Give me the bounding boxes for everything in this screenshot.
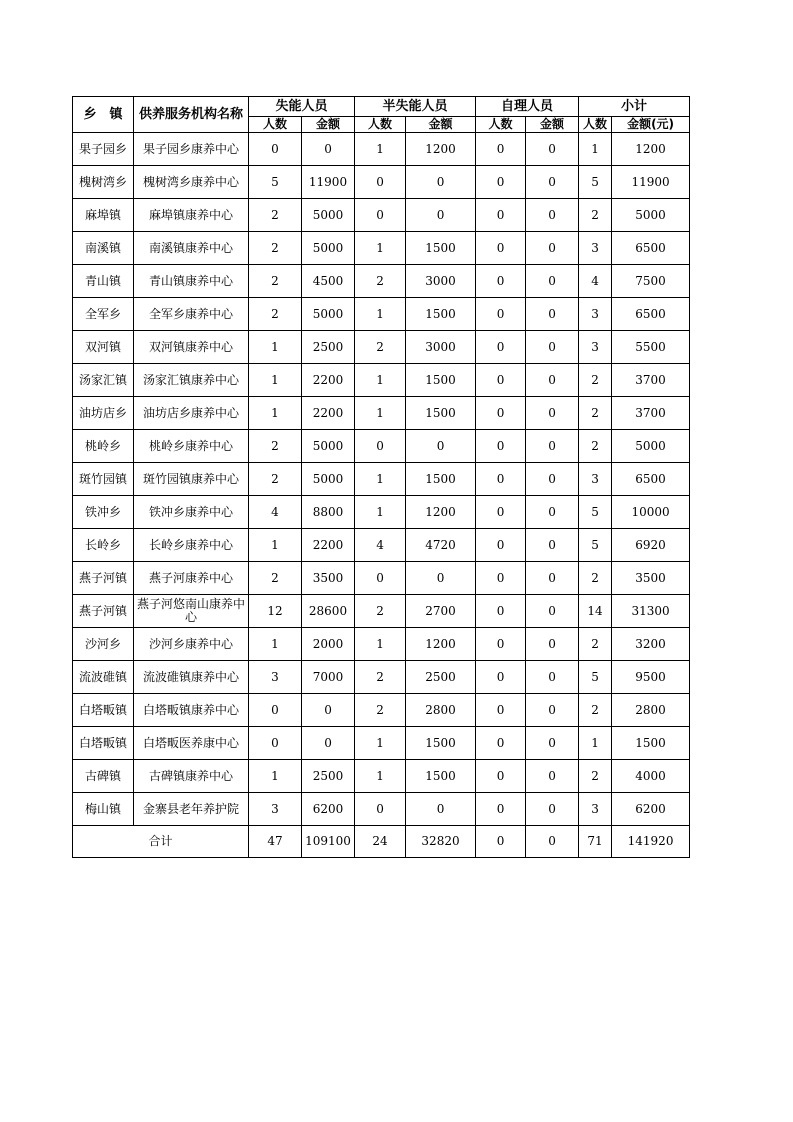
cell-institution: 沙河乡康养中心 xyxy=(134,628,249,661)
cell-institution: 白塔畈医养康中心 xyxy=(134,727,249,760)
cell-township: 油坊店乡 xyxy=(73,397,134,430)
cell-semi-disabled-count: 1 xyxy=(355,232,406,265)
cell-semi-disabled-amount: 1500 xyxy=(406,298,476,331)
header-township: 乡 镇 xyxy=(73,97,134,133)
cell-township: 双河镇 xyxy=(73,331,134,364)
cell-semi-disabled-count: 2 xyxy=(355,595,406,628)
cell-township: 长岭乡 xyxy=(73,529,134,562)
cell-township: 斑竹园镇 xyxy=(73,463,134,496)
table-row xyxy=(73,529,690,562)
cell-semi-disabled-amount: 1200 xyxy=(406,496,476,529)
cell-semi-disabled-count: 1 xyxy=(355,496,406,529)
table-row xyxy=(73,727,690,760)
cell-semi-disabled-amount: 1500 xyxy=(406,397,476,430)
cell-township: 燕子河镇 xyxy=(73,595,134,628)
cell-disabled-amount: 4500 xyxy=(302,265,355,298)
cell-subtotal-count: 4 xyxy=(579,265,612,298)
table-row xyxy=(73,793,690,826)
cell-semi-disabled-amount: 1200 xyxy=(406,628,476,661)
cell-subtotal-amount: 6500 xyxy=(612,298,690,331)
table-row xyxy=(73,331,690,364)
cell-self-care-count: 0 xyxy=(476,133,526,166)
cell-subtotal-amount: 5500 xyxy=(612,331,690,364)
cell-disabled-count: 0 xyxy=(249,727,302,760)
table-row xyxy=(73,364,690,397)
cell-township: 流波碓镇 xyxy=(73,661,134,694)
cell-self-care-amount: 0 xyxy=(526,331,579,364)
cell-subtotal-amount: 4000 xyxy=(612,760,690,793)
cell-disabled-amount: 5000 xyxy=(302,232,355,265)
table-row xyxy=(73,562,690,595)
cell-institution: 长岭乡康养中心 xyxy=(134,529,249,562)
cell-disabled-amount: 2200 xyxy=(302,364,355,397)
cell-subtotal-count: 14 xyxy=(579,595,612,628)
table-row xyxy=(73,661,690,694)
cell-self-care-amount: 0 xyxy=(526,793,579,826)
cell-semi-disabled-amount: 1500 xyxy=(406,727,476,760)
cell-institution: 油坊店乡康养中心 xyxy=(134,397,249,430)
cell-semi-disabled-count: 1 xyxy=(355,463,406,496)
cell-self-care-amount: 0 xyxy=(526,364,579,397)
header-sub-count: 人数 xyxy=(355,117,406,133)
cell-subtotal-amount: 11900 xyxy=(612,166,690,199)
cell-self-care-amount: 0 xyxy=(526,199,579,232)
header-group-self-care: 自理人员 xyxy=(476,97,579,117)
cell-subtotal-count: 5 xyxy=(579,661,612,694)
cell-disabled-amount: 2200 xyxy=(302,529,355,562)
cell-disabled-amount: 2200 xyxy=(302,397,355,430)
cell-township: 梅山镇 xyxy=(73,793,134,826)
cell-institution: 燕子河康养中心 xyxy=(134,562,249,595)
cell-subtotal-amount: 10000 xyxy=(612,496,690,529)
cell-institution: 青山镇康养中心 xyxy=(134,265,249,298)
total-self-care-count: 0 xyxy=(476,826,526,858)
report-table xyxy=(72,96,690,858)
cell-subtotal-count: 2 xyxy=(579,364,612,397)
cell-self-care-count: 0 xyxy=(476,265,526,298)
cell-subtotal-amount: 1500 xyxy=(612,727,690,760)
cell-township: 果子园乡 xyxy=(73,133,134,166)
cell-disabled-count: 2 xyxy=(249,232,302,265)
cell-self-care-count: 0 xyxy=(476,595,526,628)
cell-semi-disabled-amount: 1500 xyxy=(406,463,476,496)
cell-disabled-count: 1 xyxy=(249,397,302,430)
cell-subtotal-count: 3 xyxy=(579,463,612,496)
cell-self-care-count: 0 xyxy=(476,298,526,331)
cell-self-care-amount: 0 xyxy=(526,232,579,265)
cell-self-care-amount: 0 xyxy=(526,562,579,595)
cell-semi-disabled-count: 2 xyxy=(355,331,406,364)
cell-subtotal-amount: 6920 xyxy=(612,529,690,562)
cell-semi-disabled-count: 1 xyxy=(355,760,406,793)
cell-subtotal-amount: 5000 xyxy=(612,430,690,463)
cell-disabled-amount: 28600 xyxy=(302,595,355,628)
cell-semi-disabled-amount: 1500 xyxy=(406,760,476,793)
cell-subtotal-amount: 3200 xyxy=(612,628,690,661)
cell-disabled-amount: 5000 xyxy=(302,463,355,496)
cell-disabled-amount: 5000 xyxy=(302,430,355,463)
table-row xyxy=(73,133,690,166)
cell-subtotal-amount: 6200 xyxy=(612,793,690,826)
cell-disabled-amount: 2500 xyxy=(302,760,355,793)
table-row xyxy=(73,496,690,529)
cell-township: 古碑镇 xyxy=(73,760,134,793)
cell-township: 燕子河镇 xyxy=(73,562,134,595)
cell-institution: 汤家汇镇康养中心 xyxy=(134,364,249,397)
cell-disabled-amount: 11900 xyxy=(302,166,355,199)
cell-self-care-amount: 0 xyxy=(526,166,579,199)
header-sub-amount: 金额 xyxy=(302,117,355,133)
cell-subtotal-count: 2 xyxy=(579,199,612,232)
cell-subtotal-count: 3 xyxy=(579,298,612,331)
cell-self-care-amount: 0 xyxy=(526,595,579,628)
header-sub-amount: 金额 xyxy=(406,117,476,133)
cell-self-care-count: 0 xyxy=(476,760,526,793)
total-self-care-amount: 0 xyxy=(526,826,579,858)
cell-self-care-amount: 0 xyxy=(526,628,579,661)
header-sub-amount: 金额(元) xyxy=(612,117,690,133)
cell-subtotal-count: 2 xyxy=(579,760,612,793)
cell-institution: 麻埠镇康养中心 xyxy=(134,199,249,232)
cell-township: 南溪镇 xyxy=(73,232,134,265)
cell-township: 白塔畈镇 xyxy=(73,727,134,760)
table-row xyxy=(73,463,690,496)
cell-institution: 白塔畈镇康养中心 xyxy=(134,694,249,727)
cell-disabled-count: 2 xyxy=(249,199,302,232)
cell-self-care-count: 0 xyxy=(476,232,526,265)
cell-self-care-amount: 0 xyxy=(526,661,579,694)
cell-township: 沙河乡 xyxy=(73,628,134,661)
cell-institution: 燕子河悠南山康养中心 xyxy=(134,595,249,628)
cell-self-care-count: 0 xyxy=(476,727,526,760)
cell-subtotal-count: 5 xyxy=(579,166,612,199)
cell-disabled-count: 2 xyxy=(249,562,302,595)
cell-self-care-amount: 0 xyxy=(526,694,579,727)
cell-semi-disabled-count: 1 xyxy=(355,628,406,661)
cell-self-care-count: 0 xyxy=(476,793,526,826)
cell-subtotal-count: 2 xyxy=(579,430,612,463)
cell-self-care-amount: 0 xyxy=(526,529,579,562)
cell-disabled-count: 5 xyxy=(249,166,302,199)
cell-subtotal-count: 3 xyxy=(579,232,612,265)
cell-self-care-amount: 0 xyxy=(526,133,579,166)
cell-semi-disabled-amount: 0 xyxy=(406,430,476,463)
cell-semi-disabled-count: 1 xyxy=(355,727,406,760)
header-sub-count: 人数 xyxy=(476,117,526,133)
cell-subtotal-amount: 1200 xyxy=(612,133,690,166)
cell-semi-disabled-amount: 1200 xyxy=(406,133,476,166)
table-row xyxy=(73,166,690,199)
cell-self-care-amount: 0 xyxy=(526,298,579,331)
cell-disabled-amount: 0 xyxy=(302,727,355,760)
cell-disabled-count: 3 xyxy=(249,661,302,694)
table-row xyxy=(73,199,690,232)
cell-self-care-count: 0 xyxy=(476,529,526,562)
cell-disabled-count: 0 xyxy=(249,133,302,166)
cell-disabled-count: 2 xyxy=(249,265,302,298)
cell-disabled-count: 0 xyxy=(249,694,302,727)
cell-township: 汤家汇镇 xyxy=(73,364,134,397)
cell-disabled-count: 2 xyxy=(249,463,302,496)
cell-self-care-count: 0 xyxy=(476,364,526,397)
cell-semi-disabled-count: 0 xyxy=(355,430,406,463)
cell-township: 槐树湾乡 xyxy=(73,166,134,199)
cell-institution: 斑竹园镇康养中心 xyxy=(134,463,249,496)
cell-subtotal-amount: 7500 xyxy=(612,265,690,298)
cell-semi-disabled-count: 2 xyxy=(355,694,406,727)
cell-semi-disabled-amount: 2700 xyxy=(406,595,476,628)
cell-semi-disabled-count: 0 xyxy=(355,562,406,595)
table-row xyxy=(73,760,690,793)
header-sub-count: 人数 xyxy=(249,117,302,133)
cell-semi-disabled-amount: 0 xyxy=(406,199,476,232)
cell-disabled-count: 3 xyxy=(249,793,302,826)
cell-disabled-count: 2 xyxy=(249,430,302,463)
header-group-subtotal: 小计 xyxy=(579,97,690,117)
cell-semi-disabled-amount: 0 xyxy=(406,562,476,595)
table-row xyxy=(73,298,690,331)
cell-township: 青山镇 xyxy=(73,265,134,298)
cell-disabled-count: 1 xyxy=(249,529,302,562)
table-row xyxy=(73,397,690,430)
cell-disabled-count: 1 xyxy=(249,331,302,364)
cell-subtotal-count: 2 xyxy=(579,397,612,430)
table-row xyxy=(73,430,690,463)
cell-subtotal-amount: 3700 xyxy=(612,364,690,397)
cell-self-care-count: 0 xyxy=(476,199,526,232)
cell-disabled-count: 2 xyxy=(249,298,302,331)
total-subtotal-amount: 141920 xyxy=(612,826,690,858)
cell-institution: 铁冲乡康养中心 xyxy=(134,496,249,529)
cell-self-care-count: 0 xyxy=(476,430,526,463)
total-subtotal-count: 71 xyxy=(579,826,612,858)
cell-institution: 南溪镇康养中心 xyxy=(134,232,249,265)
header-institution: 供养服务机构名称 xyxy=(134,97,249,133)
table-row xyxy=(73,628,690,661)
cell-township: 桃岭乡 xyxy=(73,430,134,463)
cell-semi-disabled-count: 2 xyxy=(355,265,406,298)
cell-institution: 槐树湾乡康养中心 xyxy=(134,166,249,199)
cell-semi-disabled-amount: 2800 xyxy=(406,694,476,727)
cell-semi-disabled-amount: 4720 xyxy=(406,529,476,562)
cell-semi-disabled-count: 0 xyxy=(355,793,406,826)
cell-disabled-amount: 5000 xyxy=(302,199,355,232)
cell-disabled-count: 12 xyxy=(249,595,302,628)
cell-township: 全军乡 xyxy=(73,298,134,331)
cell-self-care-count: 0 xyxy=(476,331,526,364)
cell-subtotal-count: 3 xyxy=(579,793,612,826)
header-sub-count: 人数 xyxy=(579,117,612,133)
cell-semi-disabled-count: 2 xyxy=(355,661,406,694)
cell-disabled-amount: 5000 xyxy=(302,298,355,331)
cell-semi-disabled-amount: 1500 xyxy=(406,364,476,397)
cell-institution: 古碑镇康养中心 xyxy=(134,760,249,793)
cell-self-care-amount: 0 xyxy=(526,265,579,298)
header-group-semi-disabled: 半失能人员 xyxy=(355,97,476,117)
cell-self-care-amount: 0 xyxy=(526,397,579,430)
total-semi-disabled-amount: 32820 xyxy=(406,826,476,858)
cell-township: 麻埠镇 xyxy=(73,199,134,232)
cell-disabled-amount: 0 xyxy=(302,694,355,727)
cell-institution: 全军乡康养中心 xyxy=(134,298,249,331)
cell-subtotal-count: 2 xyxy=(579,562,612,595)
cell-disabled-count: 1 xyxy=(249,760,302,793)
header-sub-amount: 金额 xyxy=(526,117,579,133)
cell-disabled-count: 1 xyxy=(249,628,302,661)
cell-disabled-amount: 3500 xyxy=(302,562,355,595)
cell-semi-disabled-amount: 1500 xyxy=(406,232,476,265)
cell-disabled-amount: 2500 xyxy=(302,331,355,364)
cell-institution: 果子园乡康养中心 xyxy=(134,133,249,166)
cell-disabled-amount: 2000 xyxy=(302,628,355,661)
total-label: 合计 xyxy=(73,826,249,858)
cell-self-care-amount: 0 xyxy=(526,463,579,496)
cell-self-care-amount: 0 xyxy=(526,727,579,760)
cell-self-care-count: 0 xyxy=(476,694,526,727)
cell-subtotal-count: 5 xyxy=(579,496,612,529)
cell-disabled-count: 4 xyxy=(249,496,302,529)
cell-semi-disabled-amount: 3000 xyxy=(406,331,476,364)
header-row-groups xyxy=(73,97,690,117)
table-row xyxy=(73,694,690,727)
cell-self-care-count: 0 xyxy=(476,661,526,694)
cell-self-care-count: 0 xyxy=(476,562,526,595)
cell-self-care-count: 0 xyxy=(476,166,526,199)
cell-institution: 流波碓镇康养中心 xyxy=(134,661,249,694)
cell-institution: 金寨县老年养护院 xyxy=(134,793,249,826)
cell-self-care-count: 0 xyxy=(476,463,526,496)
cell-subtotal-amount: 3500 xyxy=(612,562,690,595)
cell-semi-disabled-count: 1 xyxy=(355,298,406,331)
cell-disabled-count: 1 xyxy=(249,364,302,397)
cell-disabled-amount: 7000 xyxy=(302,661,355,694)
cell-township: 白塔畈镇 xyxy=(73,694,134,727)
cell-subtotal-amount: 3700 xyxy=(612,397,690,430)
cell-township: 铁冲乡 xyxy=(73,496,134,529)
cell-subtotal-amount: 9500 xyxy=(612,661,690,694)
cell-self-care-amount: 0 xyxy=(526,760,579,793)
cell-semi-disabled-count: 1 xyxy=(355,133,406,166)
cell-semi-disabled-amount: 3000 xyxy=(406,265,476,298)
total-disabled-count: 47 xyxy=(249,826,302,858)
header-group-disabled: 失能人员 xyxy=(249,97,355,117)
cell-self-care-amount: 0 xyxy=(526,496,579,529)
table-row xyxy=(73,265,690,298)
cell-subtotal-count: 2 xyxy=(579,694,612,727)
cell-subtotal-count: 2 xyxy=(579,628,612,661)
cell-subtotal-amount: 2800 xyxy=(612,694,690,727)
cell-subtotal-amount: 31300 xyxy=(612,595,690,628)
cell-subtotal-count: 1 xyxy=(579,133,612,166)
cell-semi-disabled-count: 1 xyxy=(355,364,406,397)
cell-self-care-count: 0 xyxy=(476,628,526,661)
cell-institution: 双河镇康养中心 xyxy=(134,331,249,364)
table-row xyxy=(73,232,690,265)
total-row xyxy=(73,826,690,858)
cell-subtotal-count: 3 xyxy=(579,331,612,364)
cell-disabled-amount: 0 xyxy=(302,133,355,166)
cell-semi-disabled-count: 1 xyxy=(355,397,406,430)
cell-disabled-amount: 8800 xyxy=(302,496,355,529)
cell-subtotal-count: 1 xyxy=(579,727,612,760)
cell-semi-disabled-amount: 2500 xyxy=(406,661,476,694)
cell-semi-disabled-count: 0 xyxy=(355,166,406,199)
cell-self-care-count: 0 xyxy=(476,496,526,529)
total-semi-disabled-count: 24 xyxy=(355,826,406,858)
cell-subtotal-amount: 5000 xyxy=(612,199,690,232)
cell-semi-disabled-amount: 0 xyxy=(406,793,476,826)
cell-institution: 桃岭乡康养中心 xyxy=(134,430,249,463)
cell-semi-disabled-count: 0 xyxy=(355,199,406,232)
cell-disabled-amount: 6200 xyxy=(302,793,355,826)
cell-subtotal-amount: 6500 xyxy=(612,232,690,265)
cell-semi-disabled-amount: 0 xyxy=(406,166,476,199)
cell-subtotal-amount: 6500 xyxy=(612,463,690,496)
table-row xyxy=(73,595,690,628)
cell-self-care-count: 0 xyxy=(476,397,526,430)
cell-semi-disabled-count: 4 xyxy=(355,529,406,562)
cell-subtotal-count: 5 xyxy=(579,529,612,562)
cell-self-care-amount: 0 xyxy=(526,430,579,463)
total-disabled-amount: 109100 xyxy=(302,826,355,858)
